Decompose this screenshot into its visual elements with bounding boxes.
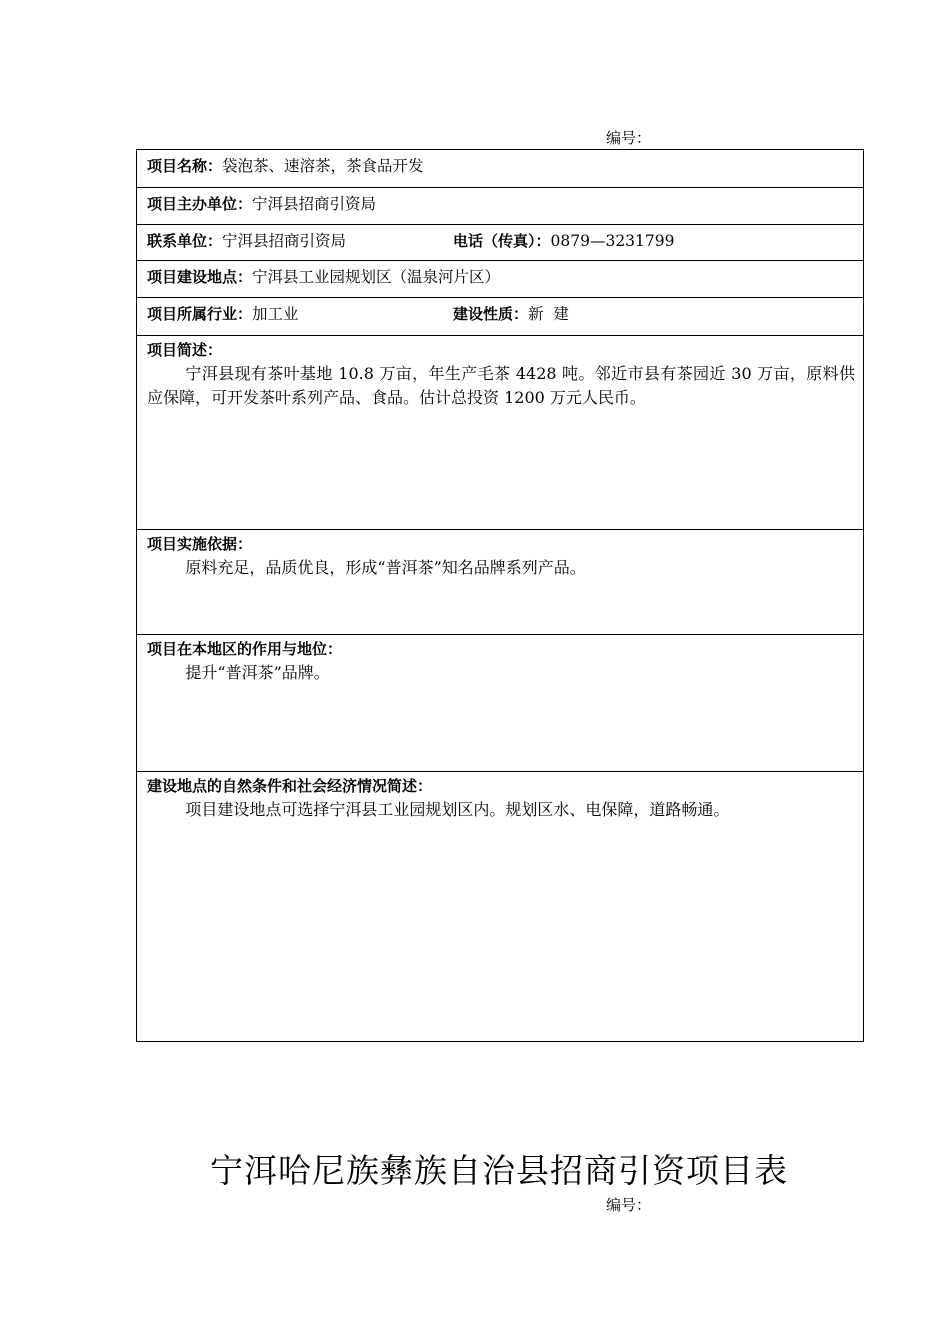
industry-row (137, 298, 863, 336)
serial-number-label: 编号： (606, 129, 652, 147)
next-table-title: 宁洱哈尼族彝族自治县招商引资项目表 (210, 1151, 788, 1190)
industry-value: 加工业 (252, 305, 299, 323)
contact-unit-label: 联系单位： (147, 232, 223, 250)
industry-label: 项目所属行业： (147, 305, 253, 323)
summary-row (137, 336, 863, 530)
host-unit-value: 宁洱县招商引资局 (252, 195, 377, 213)
role-text: 提升“普洱茶”品牌。 (185, 663, 330, 682)
summary-label: 项目简述： (147, 341, 223, 359)
site-value: 宁洱县工业园规划区（温泉河片区） (252, 268, 501, 286)
project-name-row (137, 150, 863, 188)
project-name-value: 袋泡茶、速溶茶，茶食品开发 (222, 157, 424, 175)
conditions-row (137, 772, 863, 1042)
host-unit-row (137, 188, 863, 225)
basis-label: 项目实施依据： (147, 535, 253, 553)
conditions-label: 建设地点的自然条件和社会经济情况简述： (147, 777, 433, 795)
project-name-label: 项目名称： (147, 157, 223, 175)
nature-label: 建设性质： (453, 305, 529, 323)
role-label: 项目在本地区的作用与地位： (147, 640, 343, 658)
basis-text: 原料充足，品质优良，形成“普洱茶”知名品牌系列产品。 (185, 558, 586, 577)
site-row (137, 261, 863, 298)
phone-value: 0879—3231799 (550, 232, 675, 250)
summary-text: 宁洱县现有茶叶基地 10.8 万亩，年生产毛茶 4428 吨。邻近市县有茶园近 30 万亩，原料供应保障，可开发茶叶系列产品、食品。估计总投资 1200 万元人民币。 (147, 364, 855, 407)
host-unit-label: 项目主办单位： (147, 195, 253, 213)
phone-label: 电话（传真）： (453, 232, 551, 250)
nature-value: 新 建 (528, 305, 569, 323)
basis-row (137, 530, 863, 635)
site-label: 项目建设地点： (147, 268, 253, 286)
contact-row (137, 225, 863, 261)
serial-number-label-next: 编号： (606, 1196, 652, 1214)
conditions-text: 项目建设地点可选择宁洱县工业园规划区内。规划区水、电保障，道路畅通。 (185, 800, 730, 819)
project-form-table (136, 149, 864, 1042)
role-row (137, 635, 863, 772)
contact-unit-value: 宁洱县招商引资局 (222, 232, 347, 250)
